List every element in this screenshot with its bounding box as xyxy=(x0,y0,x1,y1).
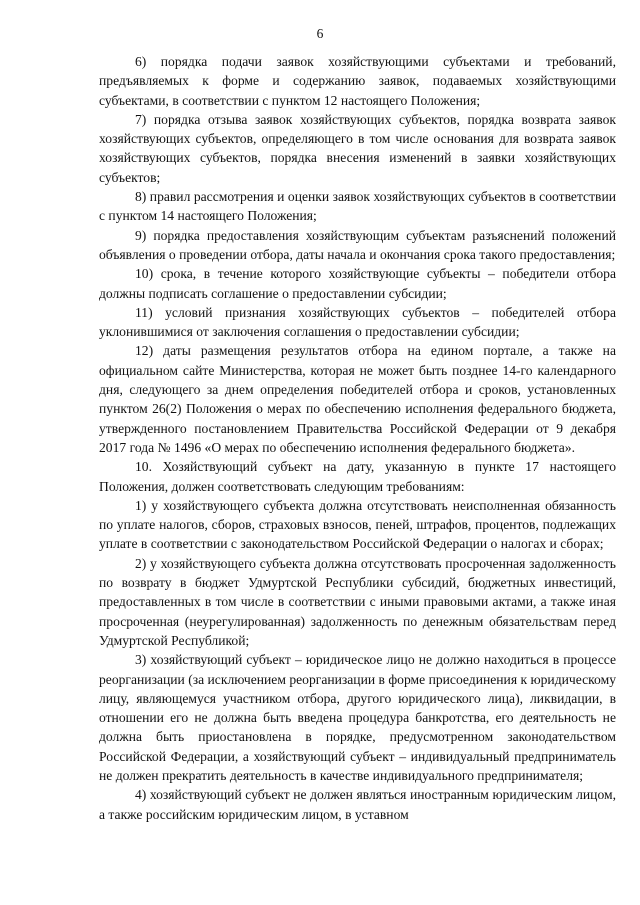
requirement-item-1: 1) у хозяйствующего субъекта должна отсутствовать неисполненная обязанность по уплате налогов, сборов, страховых взносов, пеней, штрафов, процентов, подлежащих уплате в соответствии с законодательством Российской Федерации о налогах и сборах; xyxy=(99,497,616,552)
page-number: 6 xyxy=(316,26,324,41)
requirement-item-2: 2) у хозяйствующего субъекта должна отсутствовать просроченная задолженность по возврату в бюджет Удмуртской Республики субсидий, бюджетных инвестиций, предоставленных в том числе в соответствии с иными правовыми актами, а также иная просроченная (неурегулированная) задолженность по денежным обязательствам перед Удмуртской Республикой; xyxy=(99,555,616,648)
paragraph-item-12: 12) даты размещения результатов отбора на едином портале, а также на официальном сайте Министерства, которая не может быть позднее 14-го календарного дня, следующего за днем определения победителей отбора и сроков, установленных пунктом 26(2) Положения о мерах по обеспечению исполнения федерального бюджета, утвержденного постановлением Правительства Российской Федерации от 9 декабря 2017 года № 1496 «О мерах по обеспечению исполнения федерального бюджета». xyxy=(99,343,616,455)
paragraph-item-7: 7) порядка отзыва заявок хозяйствующих субъектов, порядка возврата заявок хозяйствующих субъектов, определяющего в том числе основания для возврата заявок хозяйствующих субъектов, порядка внесения изменений в заявки хозяйствующих субъектов; xyxy=(99,111,616,185)
paragraph-item-11: 11) условий признания хозяйствующих субъектов – победителей отбора уклонившимися от заключения соглашения о предоставлении субсидии; xyxy=(99,304,616,340)
paragraph-item-10: 10) срока, в течение которого хозяйствующие субъекты – победители отбора должны подписать соглашение о предоставлении субсидии; xyxy=(99,266,616,301)
paragraph-item-8: 8) правил рассмотрения и оценки заявок хозяйствующих субъектов в соответствии с пунктом 14 настоящего Положения; xyxy=(99,189,616,224)
requirement-item-3: 3) хозяйствующий субъект – юридическое лицо не должно находиться в процессе реорганизации (за исключением реорганизации в форме присоединения к юридическому лицу, являющемуся участником отбора, другого юридического лица), ликвидации, в отношении его не должна быть введена процедура банкротства, его деятельность не должна быть приостановлена в порядке, предусмотренном законодательством Российской Федерации, а хозяйствующий субъект – индивидуальный предприниматель не должен прекратить деятельность в качестве индивидуального предпринимателя; xyxy=(99,652,616,783)
document-body xyxy=(99,52,616,824)
requirement-item-4: 4) хозяйствующий субъект не должен являться иностранным юридическим лицом, а также российским юридическим лицом, в уставном xyxy=(99,787,616,822)
paragraph-item-6: 6) порядка подачи заявок хозяйствующими субъектами и требований, предъявляемых к форме и содержанию заявок, подаваемых хозяйствующими субъектами, в соответствии с пунктом 12 настоящего Положения; xyxy=(99,54,616,108)
section-10-heading: 10. Хозяйствующий субъект на дату, указанную в пункте 17 настоящего Положения, должен соответствовать следующим требованиям: xyxy=(99,459,616,494)
paragraph-item-9: 9) порядка предоставления хозяйствующим субъектам разъяснений положений объявления о проведении отбора, даты начала и окончания срока такого предоставления; xyxy=(99,227,616,262)
